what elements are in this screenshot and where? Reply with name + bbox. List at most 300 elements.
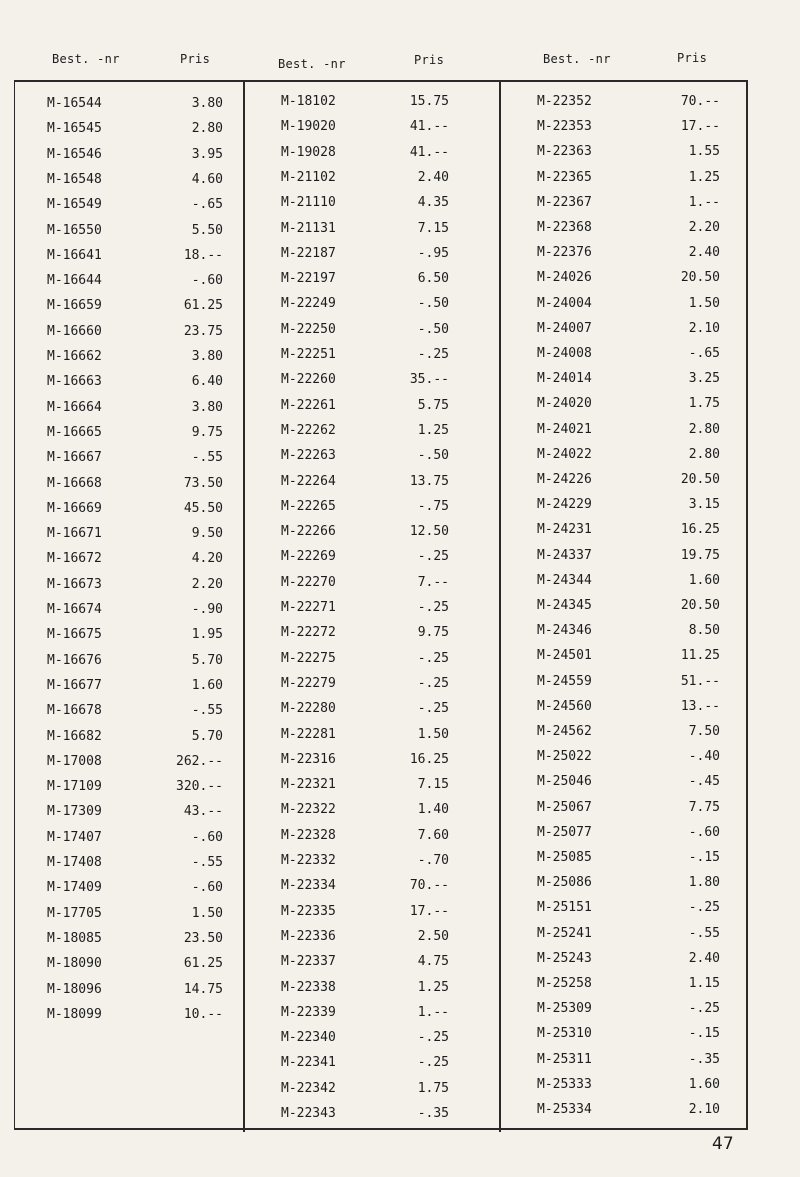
order-number: M-16678 — [47, 703, 102, 719]
price-value: 20.50 — [680, 270, 720, 286]
table-row — [47, 906, 223, 928]
table-row — [281, 600, 449, 622]
table-row — [537, 1026, 720, 1048]
price-value: -.50 — [417, 321, 449, 337]
order-number: M-16667 — [47, 450, 102, 466]
table-row — [47, 121, 223, 143]
price-value: 13.-- — [680, 698, 720, 714]
order-number: M-25333 — [537, 1076, 592, 1092]
order-number: M-25022 — [537, 749, 592, 765]
price-value: -.15 — [688, 850, 720, 865]
order-number: M-22332 — [281, 853, 336, 868]
table-row — [281, 878, 449, 900]
table-row — [537, 119, 720, 141]
price-value: 1.40 — [417, 802, 449, 818]
table-row — [47, 880, 223, 902]
price-value: 7.15 — [417, 777, 449, 793]
order-number: M-16671 — [47, 526, 102, 542]
order-number: M-22339 — [281, 1004, 336, 1020]
order-number: M-24501 — [537, 648, 592, 664]
order-number: M-21110 — [281, 195, 336, 211]
order-number: M-16546 — [47, 146, 102, 162]
table-row — [537, 623, 720, 645]
table-row — [537, 220, 720, 242]
order-number: M-21131 — [281, 220, 336, 236]
table-row — [537, 724, 720, 746]
table-row — [281, 474, 449, 496]
order-number: M-22197 — [281, 271, 336, 287]
order-number: M-25067 — [537, 799, 592, 815]
order-number: M-22368 — [537, 220, 592, 235]
order-number: M-16545 — [47, 121, 102, 137]
price-value: 3.80 — [191, 349, 223, 364]
order-number: M-22376 — [537, 245, 592, 261]
order-number: M-25077 — [537, 824, 592, 840]
order-number: M-16659 — [47, 298, 102, 314]
price-value: 1.75 — [417, 1080, 449, 1096]
price-value: 43.-- — [183, 804, 223, 820]
order-number: M-25243 — [537, 950, 592, 966]
order-number: M-22352 — [537, 94, 592, 109]
price-value: 1.25 — [688, 169, 720, 185]
order-number: M-24231 — [537, 522, 592, 538]
table-row — [47, 374, 223, 396]
price-value: -.50 — [417, 448, 449, 464]
table-row — [537, 1001, 720, 1023]
table-row — [47, 298, 223, 320]
table-row — [537, 699, 720, 721]
order-number: M-25311 — [537, 1051, 592, 1067]
price-value: 13.75 — [409, 473, 449, 489]
order-number: M-22353 — [537, 119, 592, 135]
table-row — [281, 904, 449, 926]
price-value: 17.-- — [409, 903, 449, 919]
price-value: -.25 — [417, 1030, 449, 1046]
table-row — [537, 850, 720, 872]
table-row — [47, 627, 223, 649]
price-value: 1.25 — [417, 422, 449, 438]
price-value: 1.60 — [688, 1076, 720, 1092]
order-number: M-16677 — [47, 677, 102, 693]
table-row — [47, 729, 223, 751]
price-value: 7.50 — [688, 724, 720, 739]
price-value: 9.75 — [191, 424, 223, 440]
table-row — [47, 172, 223, 194]
order-number: M-24022 — [537, 446, 592, 462]
order-number: M-25310 — [537, 1026, 592, 1042]
order-number: M-22272 — [281, 625, 336, 641]
price-value: 3.25 — [688, 371, 720, 387]
order-number: M-25241 — [537, 925, 592, 941]
price-value: 4.60 — [191, 171, 223, 187]
table-row — [537, 371, 720, 393]
table-row — [47, 349, 223, 371]
price-value: 2.50 — [417, 928, 449, 944]
order-number: M-22334 — [281, 878, 336, 894]
table-row — [47, 248, 223, 270]
order-number: M-16660 — [47, 323, 102, 339]
order-number: M-22266 — [281, 524, 336, 540]
order-number: M-17705 — [47, 905, 102, 921]
order-number: M-18096 — [47, 981, 102, 997]
table-row — [47, 223, 223, 245]
table-row — [47, 197, 223, 219]
price-value: 5.70 — [191, 652, 223, 668]
order-number: M-16682 — [47, 728, 102, 744]
price-value: 2.80 — [688, 421, 720, 437]
price-value: 1.25 — [417, 979, 449, 995]
order-number: M-22337 — [281, 954, 336, 970]
order-number: M-17109 — [47, 779, 102, 795]
price-value: 35.-- — [409, 372, 449, 388]
table-row — [47, 703, 223, 725]
order-number: M-22275 — [281, 650, 336, 666]
price-value: 14.75 — [183, 981, 223, 997]
order-number: M-22342 — [281, 1080, 336, 1096]
price-value: 1.50 — [191, 905, 223, 921]
header-price-1: Pris — [180, 52, 211, 66]
order-number: M-24560 — [537, 698, 592, 714]
order-number: M-18099 — [47, 1006, 102, 1022]
table-row — [281, 701, 449, 723]
order-number: M-16668 — [47, 475, 102, 491]
price-value: -.25 — [417, 549, 449, 565]
price-value: -.15 — [688, 1026, 720, 1042]
table-row — [281, 170, 449, 192]
order-number: M-25046 — [537, 774, 592, 790]
table-row — [47, 804, 223, 826]
price-value: 2.20 — [688, 220, 720, 235]
order-number: M-22250 — [281, 321, 336, 337]
price-value: -.25 — [417, 1055, 449, 1071]
price-value: 2.80 — [688, 446, 720, 462]
column-headers — [0, 52, 800, 76]
order-number: M-16665 — [47, 424, 102, 440]
table-row — [281, 802, 449, 824]
table-row — [537, 346, 720, 368]
price-value: 2.20 — [191, 576, 223, 592]
table-row — [47, 147, 223, 169]
order-number: M-22363 — [537, 144, 592, 160]
table-row — [537, 976, 720, 998]
table-row — [537, 321, 720, 343]
price-value: -.25 — [417, 600, 449, 615]
price-value: 5.50 — [191, 222, 223, 238]
order-number: M-22270 — [281, 574, 336, 590]
table-row — [537, 800, 720, 822]
price-value: 70.-- — [680, 94, 720, 109]
table-row — [281, 929, 449, 951]
table-row — [537, 497, 720, 519]
price-value: -.55 — [191, 450, 223, 466]
order-number: M-22343 — [281, 1106, 336, 1121]
order-number: M-25086 — [537, 875, 592, 891]
order-number: M-24344 — [537, 572, 592, 588]
order-number: M-16673 — [47, 576, 102, 592]
order-number: M-18102 — [281, 94, 336, 109]
price-value: -.40 — [688, 749, 720, 765]
order-number: M-16548 — [47, 171, 102, 187]
price-value: -.25 — [688, 900, 720, 916]
order-number: M-22341 — [281, 1055, 336, 1071]
table-row — [537, 774, 720, 796]
price-value: 45.50 — [183, 500, 223, 516]
table-row — [537, 245, 720, 267]
table-row — [537, 548, 720, 570]
order-number: M-24345 — [537, 598, 592, 613]
order-number: M-22365 — [537, 169, 592, 185]
price-value: -.60 — [191, 829, 223, 845]
table-row — [537, 144, 720, 166]
price-value: -.65 — [191, 197, 223, 213]
price-value: 1.55 — [688, 144, 720, 160]
order-number: M-22269 — [281, 549, 336, 565]
order-number: M-22271 — [281, 600, 336, 615]
order-number: M-16675 — [47, 627, 102, 643]
table-row — [281, 980, 449, 1002]
price-value: 7.15 — [417, 220, 449, 236]
table-row — [47, 425, 223, 447]
order-number: M-24004 — [537, 295, 592, 311]
table-row — [537, 472, 720, 494]
order-number: M-22340 — [281, 1030, 336, 1046]
order-number: M-16672 — [47, 551, 102, 567]
price-value: 70.-- — [409, 878, 449, 894]
table-row — [281, 246, 449, 268]
table-row — [281, 1030, 449, 1052]
order-number: M-25309 — [537, 1001, 592, 1017]
table-row — [281, 752, 449, 774]
price-value: 20.50 — [680, 472, 720, 487]
price-value: 3.80 — [191, 96, 223, 111]
order-number: M-17008 — [47, 753, 102, 769]
table-row — [47, 501, 223, 523]
price-value: 10.-- — [183, 1006, 223, 1022]
table-row — [47, 324, 223, 346]
price-value: 3.15 — [688, 497, 720, 513]
order-number: M-16664 — [47, 399, 102, 415]
order-number: M-22338 — [281, 979, 336, 995]
table-row — [47, 1007, 223, 1029]
price-value: 320.-- — [176, 779, 223, 795]
table-row — [281, 777, 449, 799]
price-value: 5.70 — [191, 728, 223, 744]
price-value: 6.40 — [191, 374, 223, 390]
order-number: M-16550 — [47, 222, 102, 238]
price-value: -.55 — [191, 703, 223, 719]
order-number: M-16544 — [47, 96, 102, 111]
order-number: M-22263 — [281, 448, 336, 464]
table-row — [47, 855, 223, 877]
price-value: 2.40 — [417, 169, 449, 185]
order-number: M-21102 — [281, 169, 336, 185]
table-row — [47, 754, 223, 776]
table-row — [537, 422, 720, 444]
table-row — [281, 398, 449, 420]
price-value: -.25 — [417, 650, 449, 666]
table-row — [47, 577, 223, 599]
table-row — [281, 1055, 449, 1077]
price-value: 2.80 — [191, 121, 223, 137]
price-value: 41.-- — [409, 119, 449, 135]
order-number: M-22328 — [281, 827, 336, 843]
price-value: -.25 — [417, 701, 449, 717]
price-value: 16.25 — [680, 522, 720, 538]
table-row — [281, 94, 449, 116]
table-row — [281, 853, 449, 875]
table-row — [281, 1081, 449, 1103]
price-value: 1.75 — [688, 396, 720, 412]
price-value: -.65 — [688, 346, 720, 361]
order-number: M-22367 — [537, 194, 592, 210]
order-number: M-22187 — [281, 245, 336, 261]
order-number: M-19028 — [281, 144, 336, 160]
order-number: M-24021 — [537, 421, 592, 437]
order-number: M-22261 — [281, 397, 336, 413]
order-number: M-25085 — [537, 850, 592, 865]
price-value: -.25 — [688, 1001, 720, 1017]
table-row — [537, 573, 720, 595]
price-value: 5.75 — [417, 397, 449, 413]
order-number: M-19020 — [281, 119, 336, 135]
price-value: 9.50 — [191, 526, 223, 542]
table-row — [537, 749, 720, 771]
table-row — [281, 1106, 449, 1128]
table-row — [281, 954, 449, 976]
table-row — [281, 145, 449, 167]
table-row — [281, 625, 449, 647]
price-value: 16.25 — [409, 751, 449, 767]
price-value: 1.60 — [191, 677, 223, 693]
table-row — [537, 296, 720, 318]
table-row — [47, 830, 223, 852]
price-value: 73.50 — [183, 475, 223, 491]
price-value: 19.75 — [680, 547, 720, 563]
table-row — [47, 956, 223, 978]
price-value: -.75 — [417, 498, 449, 514]
page-number: 47 — [712, 1134, 734, 1154]
table-row — [281, 423, 449, 445]
table-row — [47, 450, 223, 472]
table-row — [537, 270, 720, 292]
table-row — [281, 119, 449, 141]
table-row — [47, 551, 223, 573]
header-code-1: Best. -nr — [52, 52, 120, 66]
order-number: M-24562 — [537, 724, 592, 739]
order-number: M-16663 — [47, 374, 102, 390]
order-number: M-25334 — [537, 1102, 592, 1117]
price-value: -.35 — [688, 1051, 720, 1067]
table-row — [47, 526, 223, 548]
order-number: M-22260 — [281, 372, 336, 388]
column-divider-2 — [499, 80, 501, 1132]
order-number: M-22280 — [281, 701, 336, 717]
table-row — [537, 1102, 720, 1124]
order-number: M-22264 — [281, 473, 336, 489]
order-number: M-22262 — [281, 422, 336, 438]
price-value: 7.-- — [417, 574, 449, 590]
header-code-3: Best. -nr — [543, 52, 611, 66]
order-number: M-17309 — [47, 804, 102, 820]
order-number: M-24337 — [537, 547, 592, 563]
order-number: M-24008 — [537, 346, 592, 361]
table-row — [47, 779, 223, 801]
table-row — [537, 875, 720, 897]
table-row — [281, 221, 449, 243]
price-value: 1.50 — [417, 726, 449, 742]
price-value: 23.75 — [183, 323, 223, 339]
table-row — [537, 1077, 720, 1099]
order-number: M-22249 — [281, 296, 336, 312]
order-number: M-17408 — [47, 855, 102, 870]
table-row — [47, 400, 223, 422]
table-row — [281, 271, 449, 293]
price-value: 8.50 — [688, 623, 720, 639]
order-number: M-24559 — [537, 673, 592, 689]
table-row — [281, 651, 449, 673]
table-row — [537, 951, 720, 973]
price-value: 15.75 — [409, 94, 449, 109]
price-value: 4.35 — [417, 195, 449, 211]
header-price-3: Pris — [677, 51, 708, 65]
price-value: 2.10 — [688, 1102, 720, 1117]
order-number: M-22316 — [281, 751, 336, 767]
price-value: 1.95 — [191, 627, 223, 643]
price-value: 2.10 — [688, 320, 720, 336]
price-value: 7.75 — [688, 799, 720, 815]
table-row — [281, 296, 449, 318]
order-number: M-25151 — [537, 900, 592, 916]
header-code-2: Best. -nr — [278, 57, 346, 71]
price-value: 4.75 — [417, 954, 449, 970]
price-value: -.60 — [191, 273, 223, 289]
order-number: M-22251 — [281, 347, 336, 362]
order-number: M-16676 — [47, 652, 102, 668]
price-value: 2.40 — [688, 245, 720, 261]
order-number: M-18090 — [47, 956, 102, 972]
table-row — [281, 524, 449, 546]
order-number: M-24226 — [537, 472, 592, 487]
table-row — [537, 648, 720, 670]
column-divider-1 — [243, 80, 245, 1132]
table-row — [537, 447, 720, 469]
order-number: M-22321 — [281, 777, 336, 793]
order-number: M-16644 — [47, 273, 102, 289]
table-row — [47, 678, 223, 700]
table-row — [47, 96, 223, 118]
order-number: M-24346 — [537, 623, 592, 639]
price-value: 41.-- — [409, 144, 449, 160]
table-row — [537, 1052, 720, 1074]
table-row — [47, 476, 223, 498]
table-row — [47, 931, 223, 953]
price-value: 2.40 — [688, 950, 720, 966]
price-value: -.60 — [191, 880, 223, 896]
price-value: -.25 — [417, 347, 449, 362]
table-row — [47, 273, 223, 295]
price-value: 1.50 — [688, 295, 720, 311]
price-value: -.50 — [417, 296, 449, 312]
order-number: M-22279 — [281, 675, 336, 691]
table-row — [281, 195, 449, 217]
table-row — [537, 195, 720, 217]
price-value: 1.-- — [417, 1004, 449, 1020]
table-row — [537, 926, 720, 948]
table-row — [537, 94, 720, 116]
price-value: 51.-- — [680, 673, 720, 689]
order-number: M-22281 — [281, 726, 336, 742]
order-number: M-18085 — [47, 930, 102, 946]
